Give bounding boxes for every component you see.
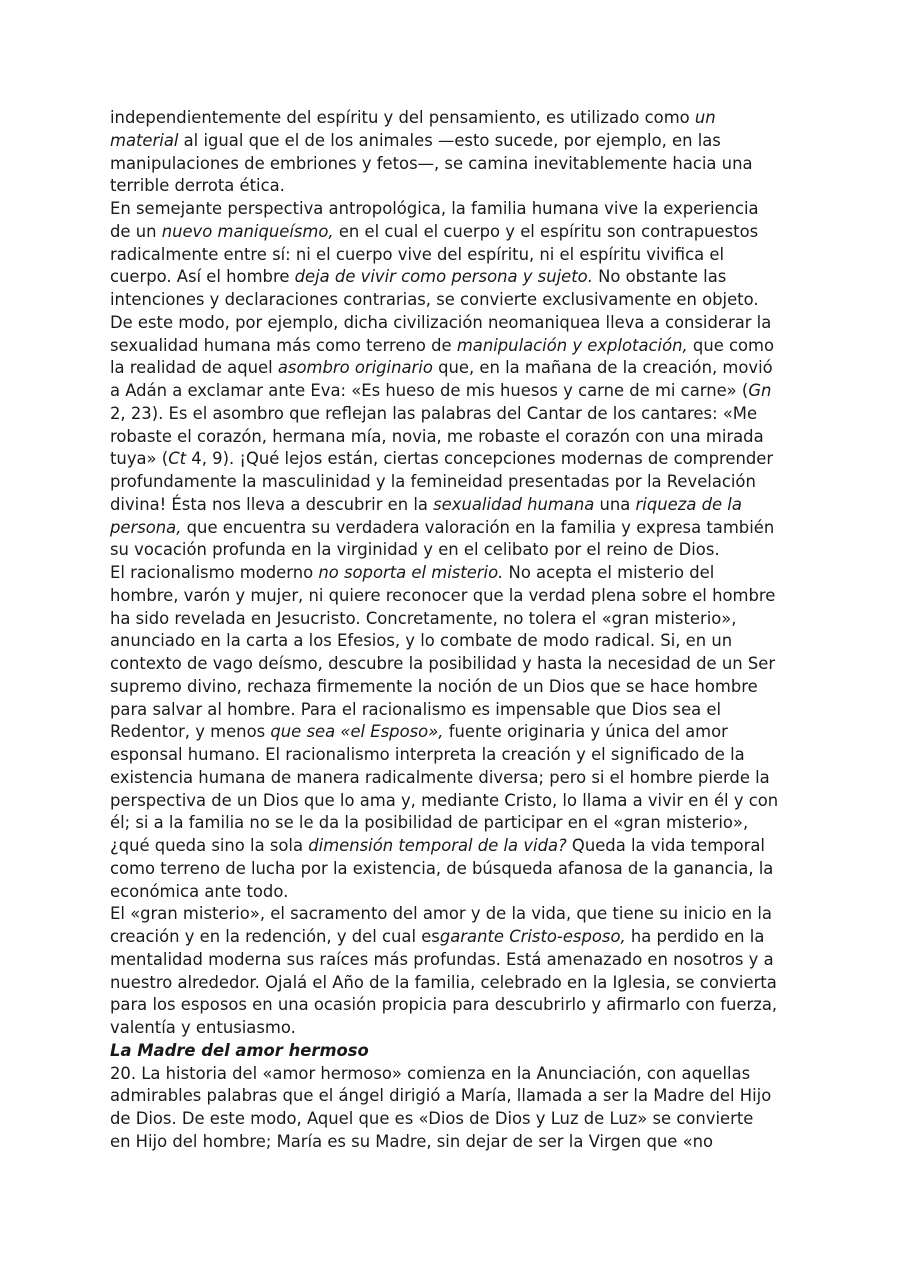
text-line: persona, que encuentra su verdadera valoración en la familia y expresa también <box>110 517 775 537</box>
text-line: ¿qué queda sino la sola dimensión temporal de la vida? Queda la vida temporal <box>110 836 765 855</box>
text-line: de un nuevo maniqueísmo, en el cual el cuerpo y el espíritu son contrapuestos <box>110 221 759 241</box>
text-line: perspectiva de un Dios que lo ama y, mediante Cristo, lo llama a vivir en él y con <box>110 790 779 810</box>
text-line: valentía y entusiasmo. <box>110 1018 296 1037</box>
text-line: El racionalismo moderno no soporta el misterio. No acepta el misterio del <box>110 563 715 582</box>
text-line: profundamente la masculinidad y la femineidad presentadas por la Revelación <box>110 472 756 491</box>
text-line: independientemente del espíritu y del pensamiento, es utilizado como un <box>110 108 716 127</box>
text-line: sexualidad humana más como terreno de manipulación y explotación, que como <box>110 335 775 355</box>
text-line: para los esposos en una ocasión propicia para descubrirlo y afirmarlo con fuerza, <box>110 995 778 1015</box>
text-line: divina! Ésta nos lleva a descubrir en la sexualidad humana una riqueza de la <box>110 494 742 514</box>
text-line: material al igual que el de los animales —esto sucede, por ejemplo, en las <box>110 130 721 150</box>
text-line: de Dios. De este modo, Aquel que es «Dios de Dios y Luz de Luz» se convierte <box>110 1109 754 1128</box>
text-line: mentalidad moderna sus raíces más profundas. Está amenazado en nosotros y a <box>110 949 774 969</box>
text-line: 2, 23). Es el asombro que reflejan las palabras del Cantar de los cantares: «Me <box>110 403 758 423</box>
paragraph <box>110 198 800 562</box>
text-line: ha sido revelada en Jesucristo. Concretamente, no tolera el «gran misterio», <box>110 608 737 628</box>
text-line: en Hijo del hombre; María es su Madre, sin dejar de ser la Virgen que «no <box>110 1131 714 1151</box>
document-page <box>110 107 800 1154</box>
text-line: tuya» (Ct 4, 9). ¡Qué lejos están, ciertas concepciones modernas de comprender <box>110 449 774 469</box>
text-line: su vocación profunda en la virginidad y en el celibato por el reino de Dios. <box>110 540 720 560</box>
text-line: El «gran misterio», el sacramento del amor y de la vida, que tiene su inicio en la <box>110 904 772 924</box>
text-line: radicalmente entre sí: ni el cuerpo vive del espíritu, ni el espíritu vivifica el <box>110 244 725 264</box>
text-line: nuestro alrededor. Ojalá el Año de la familia, celebrado en la Iglesia, se convierta <box>110 972 777 992</box>
text-line: En semejante perspectiva antropológica, la familia humana vive la experiencia <box>110 199 759 218</box>
text-line: terrible derrota ética. <box>110 176 285 196</box>
section-heading: La Madre del amor hermoso <box>110 1040 369 1060</box>
text-line: hombre, varón y mujer, ni quiere reconocer que la verdad plena sobre el hombre <box>110 585 776 605</box>
text-line: la realidad de aquel asombro originario que, en la mañana de la creación, movió <box>110 358 773 378</box>
paragraph <box>110 562 800 903</box>
text-line: como terreno de lucha por la existencia, de búsqueda afanosa de la ganancia, la <box>110 858 774 878</box>
text-line: supremo divino, rechaza firmemente la noción de un Dios que se hace hombre <box>110 676 758 696</box>
text-line: anunciado en la carta a los Efesios, y lo combate de modo radical. Si, en un <box>110 631 733 651</box>
text-line: cuerpo. Así el hombre deja de vivir como persona y sujeto. No obstante las <box>110 267 727 287</box>
text-line: intenciones y declaraciones contrarias, se convierte exclusivamente en objeto. <box>110 290 759 309</box>
text-line: económica ante todo. <box>110 881 289 901</box>
paragraph <box>110 903 800 1040</box>
text-line: contexto de vago deísmo, descubre la posibilidad y hasta la necesidad de un Ser <box>110 654 776 673</box>
text-line: él; si a la familia no se le da la posibilidad de participar en el «gran misterio», <box>110 813 749 833</box>
paragraph <box>110 1063 800 1154</box>
text-line: 20. La historia del «amor hermoso» comienza en la Anunciación, con aquellas <box>110 1063 751 1083</box>
text-line: existencia humana de manera radicalmente diversa; pero si el hombre pierde la <box>110 767 770 787</box>
text-line: a Adán a exclamar ante Eva: «Es hueso de mis huesos y carne de mi carne» (Gn <box>110 381 772 400</box>
text-line: esponsal humano. El racionalismo interpreta la creación y el significado de la <box>110 745 745 764</box>
text-line: Redentor, y menos que sea «el Esposo», fuente originaria y única del amor <box>110 722 728 742</box>
text-line: para salvar al hombre. Para el racionalismo es impensable que Dios sea el <box>110 699 722 719</box>
text-line: admirables palabras que el ángel dirigió a María, llamada a ser la Madre del Hijo <box>110 1086 772 1106</box>
text-line: De este modo, por ejemplo, dicha civilización neomaniquea lleva a considerar la <box>110 312 772 332</box>
text-line: creación y en la redención, y del cual esgarante Cristo-esposo, ha perdido en la <box>110 927 765 946</box>
paragraph <box>110 107 800 198</box>
text-line: robaste el corazón, hermana mía, novia, me robaste el corazón con una mirada <box>110 426 764 446</box>
text-line: manipulaciones de embriones y fetos—, se camina inevitablemente hacia una <box>110 153 753 173</box>
